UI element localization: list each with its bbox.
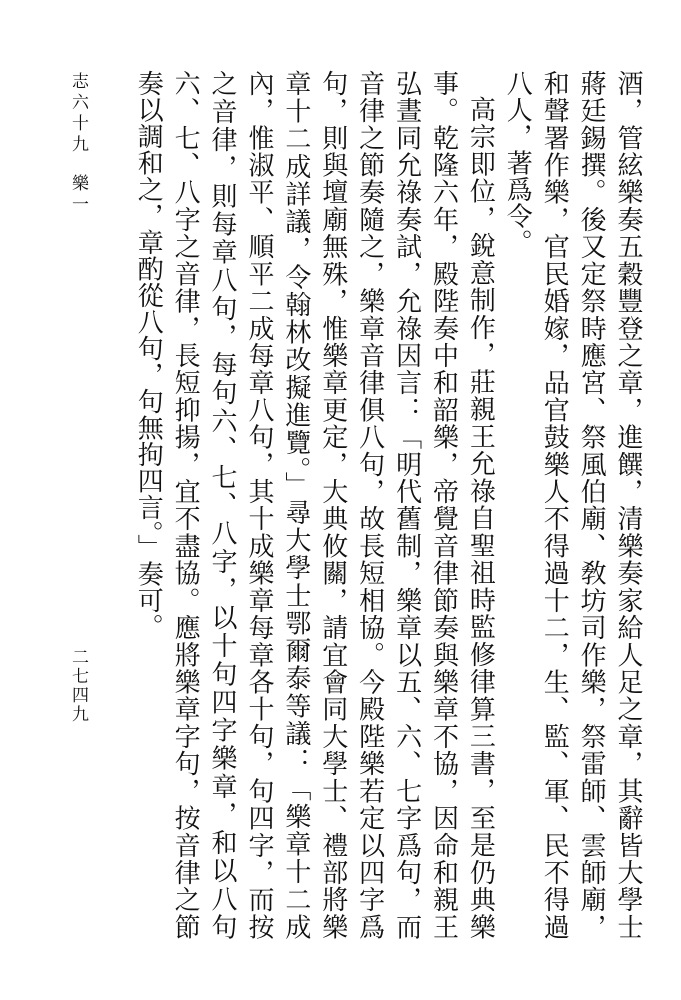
section-label: 樂一	[68, 174, 88, 216]
paragraph: 高宗即位，銳意制作，莊親王允祿自聖祖時監修律算三書，至是仍典樂事。乾隆六年，殿陛奏中和韶樂，帝覺音律節奏與樂章不協，因命和親王弘晝同允祿奏試，允祿因言：「明代舊制，樂章以五、六、七字爲句，而音律之節奏隨之，樂章音律俱八句，故長短相協。今殿陛樂若定以四字爲句，則與壇廟無殊，惟樂章更定，大典攸關，請宜會同大學士、禮部將樂章十二成詳議，令翰林改擬進覽。」尋大學士鄂爾泰等議：「樂章十二成內，惟淑平、順平二成每章八句，其十成樂章每章各十句，句四字，而按之音律，則每章八句，每句六、七、八字，以十句四字樂章，和以八句六、七、八字之音律，長短抑揚，宜不盡協。應將樂章字句，按音律之節奏以調和之，章酌從八句，句無拘四言。」奏可。	[133, 70, 496, 940]
paragraph: 酒，管絃樂奏五穀豐登之章，進饌，清樂奏家給人足之章，其辭皆大學士蔣廷錫撰。後又定祭時應宮、祭風伯廟、敎坊司作樂，祭雷師、雲師廟，和聲署作樂，官民婚嫁，品官鼓樂人不得過十二，生、監、軍、民不得過八人，著爲令。	[502, 70, 643, 940]
page-number: 二七四九	[68, 648, 88, 724]
volume-label: 志六十九	[68, 72, 88, 156]
main-text	[130, 70, 646, 940]
running-header	[66, 72, 91, 216]
